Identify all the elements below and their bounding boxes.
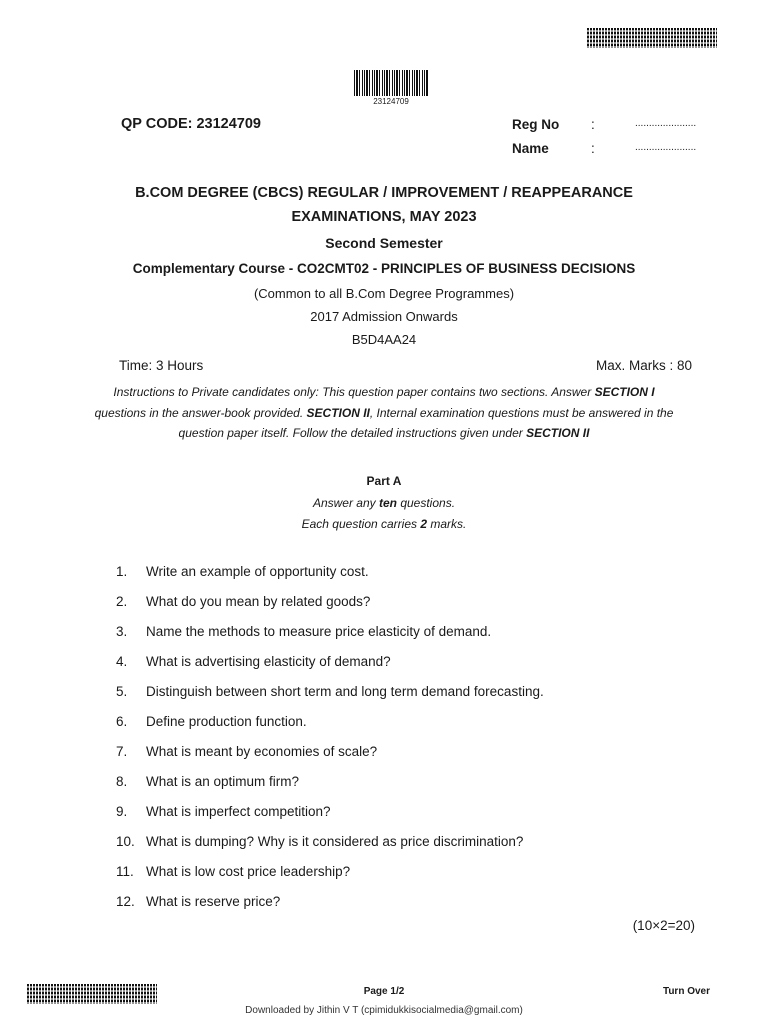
instructions-line1: Instructions to Private candidates only: This question paper contains two sections. Answer SECTION I (113, 385, 655, 399)
name-colon: : (591, 141, 595, 156)
barcode-caption: 23124709 (373, 97, 409, 106)
top-right-barcode (587, 28, 717, 48)
time: Time: 3 Hours (119, 358, 204, 373)
answer-instruction: Answer any ten questions. (312, 496, 456, 510)
instructions-line2: questions in the answer-book provided. SECTION II, Internal examination questions must be answered in the (94, 405, 674, 420)
admission: 2017 Admission Onwards (310, 309, 458, 324)
question-item: 7. What is meant by economies of scale? (116, 744, 378, 759)
question-item: 6. Define production function. (116, 714, 307, 729)
name-field: ...................... (635, 142, 697, 153)
reg-no-colon: : (591, 117, 595, 132)
part-title: Part A (366, 474, 402, 488)
question-item: 2. What do you mean by related goods? (116, 594, 371, 609)
qp-barcode (354, 70, 428, 96)
course-title: Complementary Course - CO2CMT02 - PRINCIPLES OF BUSINESS DECISIONS (132, 261, 636, 276)
name-label: Name (512, 141, 549, 156)
max-marks: Max. Marks : 80 (595, 358, 692, 373)
downloaded-by: Downloaded by Jithin V T (cpimidukkisocialmedia@gmail.com) (245, 1005, 523, 1016)
exam-title-line2: EXAMINATIONS, MAY 2023 (291, 209, 477, 225)
marks-total: (10×2=20) (632, 918, 695, 933)
instructions (0, 382, 768, 444)
turn-over: Turn Over (662, 986, 710, 997)
exam-title-line1: B.COM DEGREE (CBCS) REGULAR / IMPROVEMENT / REAPPEARANCE (135, 185, 633, 201)
question-item: 3. Name the methods to measure price elasticity of demand. (116, 624, 492, 639)
question-item: 11. What is low cost price leadership? (116, 864, 351, 879)
question-item: 9. What is imperfect competition? (116, 804, 331, 819)
question-item: 1. Write an example of opportunity cost. (116, 564, 369, 579)
question-item: 8. What is an optimum firm? (116, 774, 300, 789)
qp-code: QP CODE: 23124709 (121, 116, 261, 132)
reg-no-label: Reg No (512, 117, 560, 132)
semester: Second Semester (325, 235, 443, 251)
marks-instruction: Each question carries 2 marks. (301, 517, 467, 531)
paper-code: B5D4AA24 (351, 332, 417, 347)
reg-no-field: ...................... (635, 118, 697, 129)
question-item: 10. What is dumping? Why is it considered as price discrimination? (116, 834, 524, 849)
instructions-line3: question paper itself. Follow the detailed instructions given under SECTION II (178, 426, 590, 440)
common-note: (Common to all B.Com Degree Programmes) (253, 286, 515, 301)
question-item: 5. Distinguish between short term and long term demand forecasting. (116, 684, 544, 699)
question-item: 4. What is advertising elasticity of demand? (116, 654, 391, 669)
question-item: 12. What is reserve price? (116, 894, 281, 909)
page-number: Page 1/2 (363, 986, 405, 997)
